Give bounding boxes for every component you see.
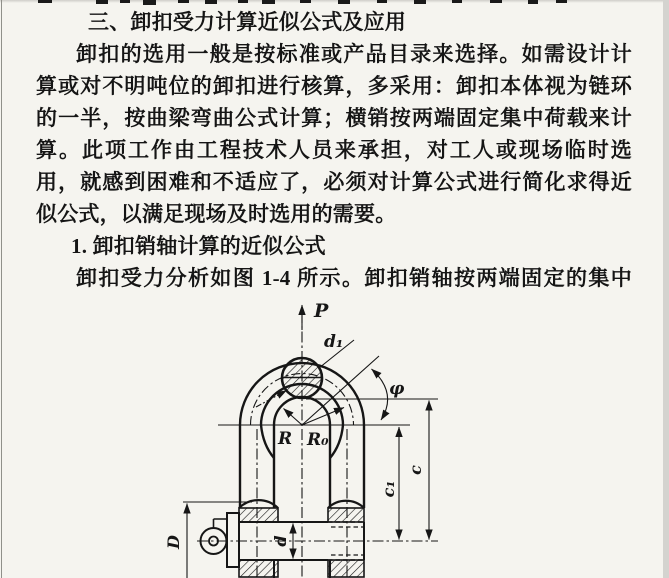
mean-radius-label: R₀	[307, 430, 329, 450]
text-line: 卸扣受力分析如图 1-4 所示。卸扣销轴按两端固定的集中	[76, 266, 632, 290]
pin-head-plate	[227, 513, 239, 567]
total-height-label: c	[406, 465, 425, 475]
cut-off-text-fragments	[38, 0, 567, 5]
pin-eye	[201, 519, 228, 554]
text-line: 的一半，按曲梁弯曲公式计算；横销按两端固定集中荷载来计	[36, 106, 632, 130]
text-line: 算。此项工作由工程技术人员来承担，对工人或现场临时选	[36, 138, 632, 162]
phi-angle-arc	[372, 369, 388, 420]
angle-label: φ	[389, 379, 405, 399]
text-line: 似公式，以满足现场及时选用的需要。	[36, 202, 397, 226]
text-line: 算或对不明吨位的卸扣进行核算，多采用：卸扣本体视为链环	[36, 74, 632, 98]
inner-height-label: c₁	[379, 480, 398, 498]
radius-R0-arrow	[302, 408, 344, 426]
load-label: P	[314, 300, 329, 322]
reference-lines	[218, 305, 438, 425]
section-heading: 三、卸扣受力计算近似公式及应用	[88, 10, 406, 34]
text-line: 用，就感到困难和不适应了，必须对计算公式进行简化求得近	[36, 170, 632, 194]
eye-diameter-label: D	[164, 535, 183, 549]
chain-rod-diameter-label: d₁	[324, 332, 344, 352]
pin-diameter-label: d	[271, 535, 290, 547]
radius-R-arrow	[284, 409, 303, 426]
subsection-heading: 1. 卸扣销轴计算的近似公式	[71, 234, 326, 258]
text-line: 卸扣的选用一般是按标准或产品目录来选择。如需设计计	[76, 42, 632, 66]
inner-radius-label: R	[278, 429, 293, 449]
